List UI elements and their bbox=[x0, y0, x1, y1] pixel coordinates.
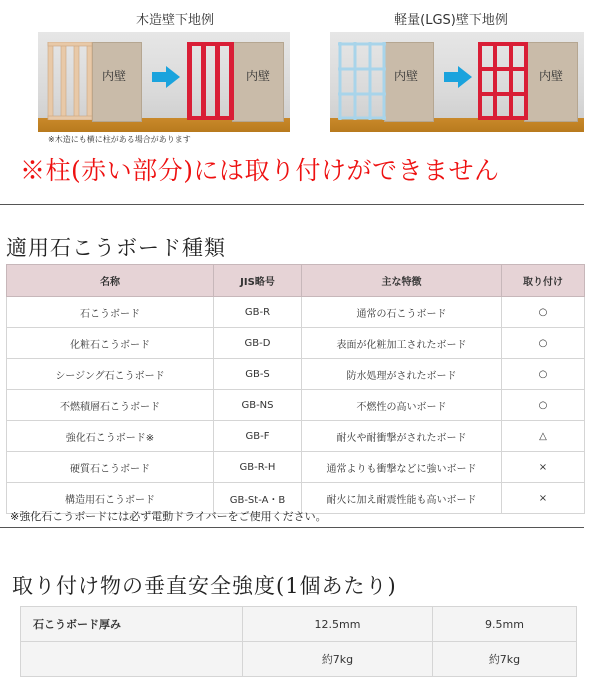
wood-inner-wall-after-label: 内壁 bbox=[246, 69, 271, 83]
board-mountable: × bbox=[502, 452, 585, 483]
strength-label: 石こうボード厚み bbox=[21, 607, 243, 642]
column-header-name: 名称 bbox=[7, 265, 214, 297]
board-name: 不燃積層石こうボード bbox=[7, 390, 214, 421]
strength-section-heading: 取り付け物の垂直安全強度(1個あたり) bbox=[12, 574, 397, 598]
board-feature: 耐火や耐衝撃がされたボード bbox=[302, 421, 502, 452]
board-name: 構造用石こうボード bbox=[7, 483, 214, 514]
strength-value-12-5: 約7kg bbox=[243, 642, 433, 677]
board-feature: 通常の石こうボード bbox=[302, 297, 502, 328]
strength-label bbox=[21, 642, 243, 677]
board-feature: 表面が化粧加工されたボード bbox=[302, 328, 502, 359]
strength-value-9-5: 約7kg bbox=[433, 642, 577, 677]
lgs-arrow-icon bbox=[444, 66, 472, 88]
table-row bbox=[21, 607, 577, 642]
table-row bbox=[21, 642, 577, 677]
wood-inner-wall-before-label: 内壁 bbox=[102, 69, 127, 83]
boards-table bbox=[6, 264, 585, 514]
lgs-inner-wall-after-label: 内壁 bbox=[539, 69, 564, 83]
table-row bbox=[7, 390, 585, 421]
lgs-frame-before bbox=[338, 42, 386, 120]
strength-table bbox=[20, 606, 577, 677]
board-mountable: × bbox=[502, 483, 585, 514]
table-row bbox=[7, 452, 585, 483]
wood-frame-before bbox=[47, 42, 95, 120]
board-name: 硬質石こうボード bbox=[7, 452, 214, 483]
column-header-features: 主な特徴 bbox=[302, 265, 502, 297]
board-jis: GB-S bbox=[214, 359, 302, 390]
board-name: シージング石こうボード bbox=[7, 359, 214, 390]
strength-value-9-5: 9.5mm bbox=[433, 607, 577, 642]
board-jis: GB-D bbox=[214, 328, 302, 359]
boards-section-heading: 適用石こうボード種類 bbox=[6, 236, 226, 260]
boards-table-header-row bbox=[7, 265, 585, 297]
board-feature: 不燃性の高いボード bbox=[302, 390, 502, 421]
board-mountable: ○ bbox=[502, 359, 585, 390]
board-mountable: △ bbox=[502, 421, 585, 452]
lgs-diagram-title: 軽量(LGS)壁下地例 bbox=[394, 13, 508, 28]
wood-diagram-title: 木造壁下地例 bbox=[135, 13, 214, 28]
board-mountable: ○ bbox=[502, 390, 585, 421]
table-row bbox=[7, 359, 585, 390]
mounting-warning: ※柱(赤い部分)には取り付けができません bbox=[20, 156, 500, 185]
board-mountable: ○ bbox=[502, 297, 585, 328]
table-row bbox=[7, 297, 585, 328]
board-mountable: ○ bbox=[502, 328, 585, 359]
lgs-inner-wall-before-label: 内壁 bbox=[394, 69, 419, 83]
board-jis: GB-NS bbox=[214, 390, 302, 421]
table-row bbox=[7, 421, 585, 452]
column-header-jis: JIS略号 bbox=[214, 265, 302, 297]
lgs-frame-after bbox=[478, 42, 528, 120]
board-feature: 通常よりも衝撃などに強いボード bbox=[302, 452, 502, 483]
board-jis: GB-F bbox=[214, 421, 302, 452]
wood-note: ※木造にも横に柱がある場合があります bbox=[48, 135, 191, 144]
column-header-mountable: 取り付け bbox=[502, 265, 585, 297]
board-jis: GB-St-A・B bbox=[214, 483, 302, 514]
divider-bottom bbox=[0, 527, 584, 528]
strength-value-12-5: 12.5mm bbox=[243, 607, 433, 642]
wood-arrow-icon bbox=[152, 66, 180, 88]
board-feature: 防水処理がされたボード bbox=[302, 359, 502, 390]
board-jis: GB-R-H bbox=[214, 452, 302, 483]
table-row bbox=[7, 328, 585, 359]
board-name: 強化石こうボード※ bbox=[7, 421, 214, 452]
wood-frame-after bbox=[186, 42, 236, 120]
board-jis: GB-R bbox=[214, 297, 302, 328]
board-feature: 耐火に加え耐震性能も高いボード bbox=[302, 483, 502, 514]
divider-top bbox=[0, 204, 584, 205]
board-name: 化粧石こうボード bbox=[7, 328, 214, 359]
boards-footnote: ※強化石こうボードには必ず電動ドライバーをご使用ください。 bbox=[10, 510, 327, 523]
board-name: 石こうボード bbox=[7, 297, 214, 328]
